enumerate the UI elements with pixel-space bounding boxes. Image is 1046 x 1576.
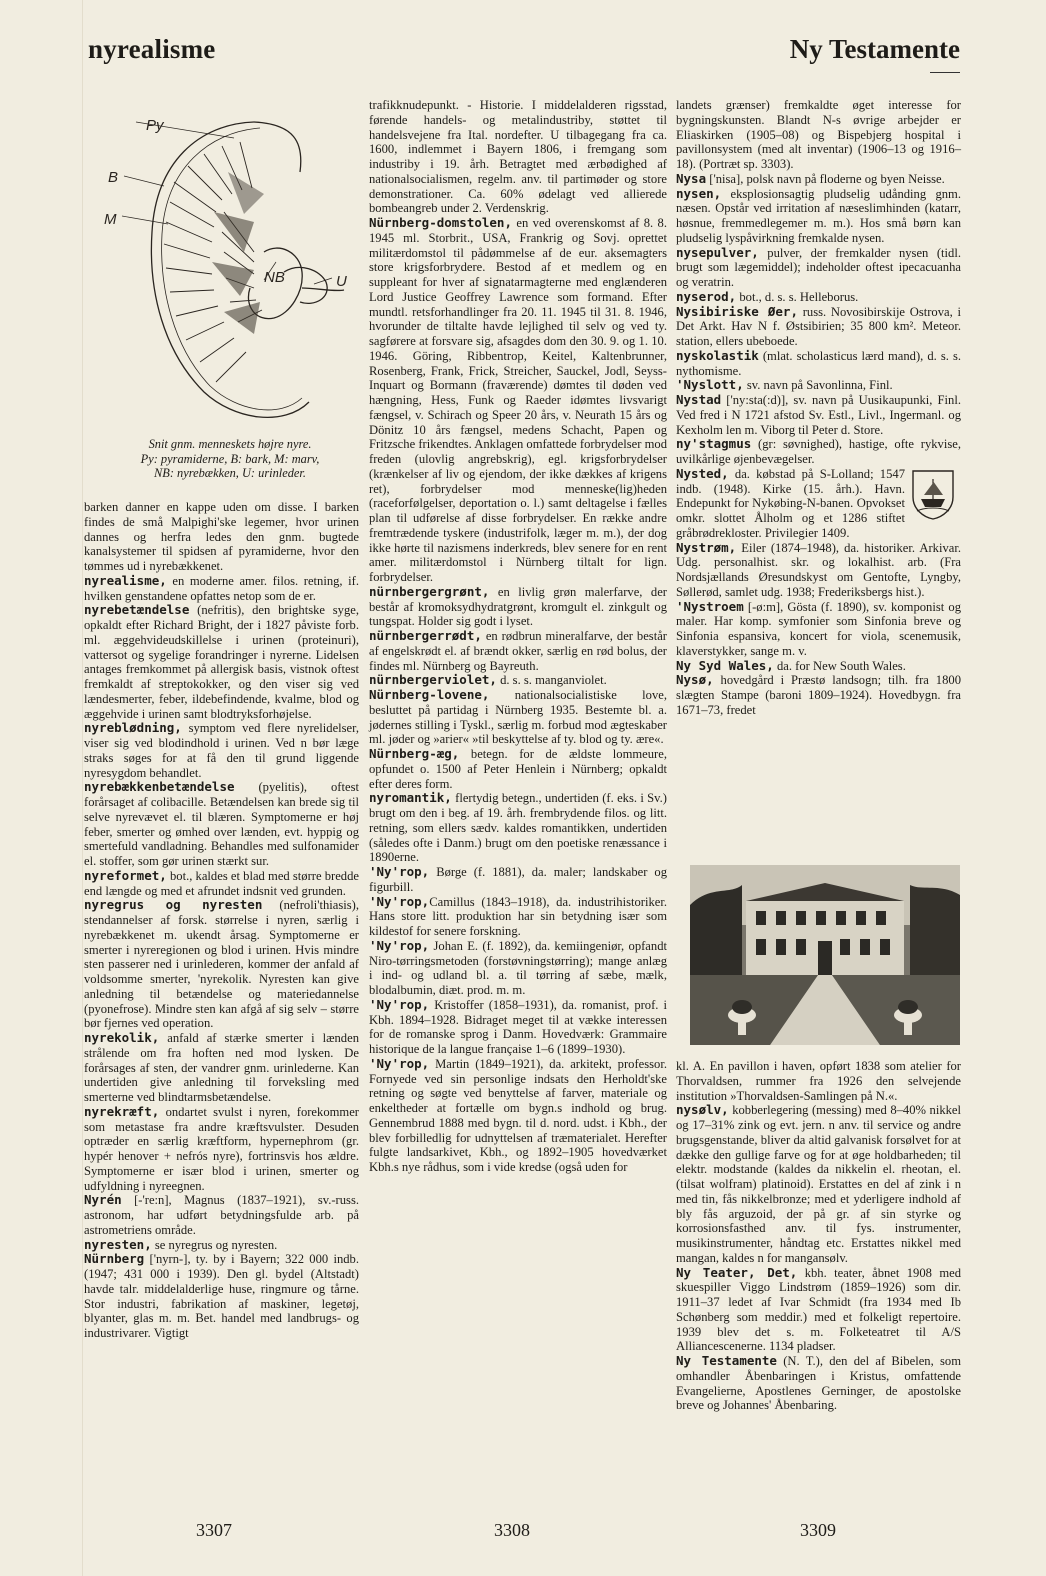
entry-body: (gr: søvnighed), hastige, ofte rykvise, uvilkårlige øjenbevægelser.	[676, 437, 961, 466]
dictionary-entry	[369, 688, 667, 747]
entry-body: russ. Novosibirskije Ostrova, i Det Arkt. Hav N f. Østsibirien; 35 800 km². Meteor. station, ellers ubeboede.	[676, 304, 961, 348]
entry-term: nyrekræft,	[84, 1103, 160, 1119]
entry-body: eksplosionsagtig pludselig udånding gnm. næsen. Opstår ved irritation af næseslimhinden (katarr, høsnue, fremmedlegemer m. m.). Hos små børn kan pludselig lyspåvirkning fremkalde nysen.	[676, 186, 961, 245]
entry-body: en rødbrun mineralfarve, der består af engelskrødt el. af brændt okker, særlig en rød bolus, der findes ml. Nürnberg og Bayreuth.	[369, 629, 667, 673]
entry-term: Ny Syd Wales,	[676, 657, 774, 673]
dictionary-entry	[84, 603, 359, 721]
entry-term: nysølv,	[676, 1102, 729, 1118]
dictionary-entry	[84, 500, 359, 574]
entry-term: nürnbergerrødt,	[369, 628, 482, 643]
entry-body: en moderne amer. filos. retning, if. hvilken genstandene opfattes netop som de er.	[84, 573, 359, 603]
caption-line: Py: pyramiderne, B: bark, M: marv,	[140, 451, 320, 466]
entry-body: da. for New South Wales.	[773, 658, 906, 673]
header-left-word: nyrealisme	[88, 34, 216, 64]
dictionary-entry	[369, 791, 667, 865]
entry-body: da. købstad på S-Lolland; 1547 indb. (1948). Kirke (15. årh.). Havn. Endepunkt for Nykøbing-N-banen. Opvokset omkr. slottet Ålholm og et 1286 stiftet gråbrødrekloster. Privilegier 1409.	[676, 466, 905, 540]
entry-term: Ny Testamente	[676, 1353, 777, 1368]
entry-term: nürnbergergrønt,	[369, 583, 490, 599]
entry-term: nyresten,	[84, 1236, 152, 1252]
entry-term: 'Ny'rop,	[369, 1055, 430, 1071]
dictionary-entry	[369, 747, 667, 791]
entry-term: nysen,	[676, 185, 722, 201]
entry-term: 'Ny'rop,	[369, 937, 430, 953]
dictionary-entry	[676, 349, 961, 379]
dictionary-entry	[84, 780, 359, 869]
figure-caption	[88, 437, 372, 481]
dictionary-entry	[84, 1193, 359, 1237]
entry-body: kl. A. En pavillon i haven, opført 1838 som atelier for Thorvaldsen, rummer fra 1926 den selvejende institution »Thorvaldsen-Samlingen på N.«.	[676, 1059, 961, 1103]
entry-term: nysepulver,	[676, 244, 759, 260]
entry-body: Børge (f. 1881), da. maler; landskaber og figurbill.	[369, 865, 667, 894]
dictionary-entry	[84, 869, 359, 899]
dictionary-entry	[369, 585, 667, 629]
caption-line: NB: nyrebækken, U: urinleder.	[154, 466, 306, 480]
entry-term: Nysa	[676, 170, 707, 186]
dictionary-entry	[369, 98, 667, 216]
entry-body: flertydig betegn., undertiden (f. eks. i Sv.) brugt om den i beg. af 19. årh. frembrydende filos. og litt. retning, som ellers sædv. kaldes romantikken, undertiden (således ofte i Danm.) brugt om den poetiske renæssance i 1890erne.	[369, 791, 667, 865]
label-u: U	[336, 273, 347, 290]
dictionary-entry	[84, 1252, 359, 1341]
entry-term: nyrealisme,	[84, 572, 167, 588]
entry-body: nationalsocialistiske love, besluttet på partidag i Nürnberg 1935. Bestemte bl. a. jødernes stilling i Tyskl., særlig m. forbud mod ægteskaber ml. jøder og »arier« »til beskyttelse af ty. blod og ty. ære«.	[369, 688, 667, 747]
dictionary-entry	[84, 1238, 359, 1253]
entry-term: 'Ny'rop,	[369, 864, 430, 879]
dictionary-entry	[369, 1057, 667, 1175]
entry-term: Nyrén	[84, 1192, 122, 1208]
entry-body: kobberlegering (messing) med 8–40% nikkel og 17–31% zink og evt. jern. n anv. til service og andre brugsgenstande, bliver da altid galvanisk forsølvet for at dække den gullige farve og for at øge holdbarheden; til elektr. modstande (kaldes da nikkelin el. rheotan, el. (tilsat wolfram) platinoid). Erstattes en del af zink i n med tin, fås nikkelbronze; med et yderligere indhold af bly fås arguzoid, der på gr. af sin styrke og korrosionsfasthed anv. til fys. instrumenter, musikinstrumenter, håndtag etc. Erstattes nikkel med mangan, kaldes n for mangansølv.	[676, 1103, 961, 1265]
entry-term: Nystad	[676, 392, 722, 407]
entry-body: bot., kaldes et blad med større bredde end længde og med et afrundet indsnit ved grunden.	[84, 868, 359, 898]
column-3-upper	[676, 98, 961, 718]
dictionary-entry	[676, 246, 961, 290]
dictionary-entry	[676, 393, 961, 437]
entry-body: symptom ved flere nyrelidelser, viser sig ved blodindhold i urinen. Ved n bør læge straks søges for at få den til grund liggende nyresygdom behandlet.	[84, 721, 359, 780]
entry-body: ['nyrn-], ty. by i Bayern; 322 000 indb. (1947; 431 000 i 1939). Den gl. bydel (Altstadt) havde talr. middelalderlige huse, ringmure og tårne. Stor industri, fabrikation af maskiner, legetøj, blyanter, glas m. m. Bet. handel med landbrugs- og industrivarer. Vigtigt	[84, 1252, 359, 1340]
dictionary-entry	[369, 216, 667, 585]
entry-body: (N. T.), den del af Bibelen, som omhandler Åbenbaringen i Kristus, omfattende Evangelierne, Apostlenes Gerninger, de apostolske breve og Johannes' Åbenbaring.	[676, 1354, 961, 1413]
dictionary-entry	[676, 600, 961, 659]
column-1	[84, 500, 359, 1341]
entry-body: (mlat. scholasticus lærd mand), d. s. s. nythomisme.	[676, 348, 961, 378]
entry-term: Nürnberg-lovene,	[369, 687, 490, 702]
entry-body: sv. navn på Savonlinna, Finl.	[743, 378, 893, 393]
dictionary-entry	[676, 467, 961, 541]
entry-term: 'Nystroem	[676, 598, 744, 614]
dictionary-entry	[676, 1103, 961, 1265]
page-number: 3309	[800, 1520, 836, 1540]
header-right-word: Ny Testamente	[789, 34, 960, 64]
dictionary-entry	[676, 98, 961, 172]
dictionary-entry	[369, 673, 667, 688]
dictionary-entry	[84, 1105, 359, 1194]
dictionary-entry	[676, 1266, 961, 1355]
entry-term: Nysø,	[676, 672, 714, 688]
entry-body: betegn. for de ældste lommeure, opfundet o. 1500 af Peter Henlein i Nürnberg; opkaldt efter deres form.	[369, 747, 667, 791]
column-3-lower	[676, 1059, 961, 1413]
dictionary-entry	[369, 895, 667, 939]
page-number: 3307	[196, 1520, 232, 1540]
dictionary-entry	[676, 172, 961, 187]
entry-body: Johan E. (f. 1892), da. kemiingeniør, opfandt Niro-tørringsmetoden (forstøvningstørring); mange anlæg i ind- og udland bl. a. til tørring af sæbe, mælk, blodalbumin, diæt. prod. m. m.	[369, 938, 667, 997]
dictionary-entry	[369, 998, 667, 1057]
entry-term: 'Ny'rop,	[369, 893, 430, 909]
dictionary-entry	[676, 187, 961, 246]
kidney-illustration	[104, 102, 352, 432]
dictionary-entry	[676, 541, 961, 600]
entry-term: nyreblødning,	[84, 720, 182, 736]
entry-term: Nystrøm,	[676, 539, 737, 555]
page-guide-line	[82, 0, 83, 1576]
entry-body: [-ø:m], Gösta (f. 1890), sv. komponist og maler. Har komp. symfonier som Sinfonia breve og Sinfonia espansiva, koncert for viola, scenemusik, klaverstykker, sange m. v.	[676, 599, 961, 658]
entry-term: nyskolastik	[676, 347, 759, 363]
entry-term: Ny Teater, Det,	[676, 1264, 798, 1280]
coat-of-arms-icon	[909, 467, 957, 521]
entry-body: Kristoffer (1858–1931), da. romanist, prof. i Kbh. 1894–1928. Bidraget meget til at vække interessen for de romanske sprog i Danm. Hovedværk: Grammaire historique de la langue française 1–6 (1899–1930).	[369, 997, 667, 1056]
entry-term: nyserod,	[676, 288, 737, 304]
dictionary-entry	[84, 1031, 359, 1105]
entry-term: 'Nyslott,	[676, 377, 744, 393]
dictionary-entry	[676, 659, 961, 674]
label-b: B	[108, 169, 119, 186]
entry-term: ny'stagmus	[676, 436, 752, 452]
dictionary-entry	[369, 939, 667, 998]
dictionary-entry	[84, 898, 359, 1031]
entry-body: Camillus (1843–1918), da. industrihistoriker. Hans store litt. produktion har sin betydning især som kildestof for senere forskning.	[369, 894, 667, 938]
entry-term: Nysted,	[676, 465, 729, 481]
dictionary-entry	[369, 629, 667, 673]
entry-body: ['ny:sta(:d)], sv. navn på Uusikaupunki, Finl. Ved fred i N 1721 afstod Sv. Estl., Livl., Ingermanl. og Kexholm len m. Viborg til Peter d. Store.	[676, 393, 961, 437]
entry-body: pulver, der fremkalder nysen (tidl. brugt som lægemiddel); indeholder oftest ipecacuanha og veratrin.	[676, 245, 961, 289]
entry-body: barken danner en kappe uden om disse. I barken findes de små Malpighi'ske legemer, hvor urinen dannes og herfra ledes den gnm. bugtede kanalsystemer til spidsen af pyramiderne, hvor den tømmes ud i nyrebækkenet.	[84, 500, 359, 573]
header-rule	[930, 72, 960, 73]
entry-term: Nürnberg	[84, 1251, 145, 1267]
entry-term: nyromantik,	[369, 790, 452, 806]
dictionary-entry	[676, 290, 961, 305]
entry-body: bot., d. s. s. Helleborus.	[736, 289, 859, 304]
entry-body: d. s. s. manganviolet.	[496, 673, 607, 688]
entry-body: en livlig grøn malerfarve, der består af kromoksydhydratgrønt, kromgult el. zinkgult og tungspat. Holder sig godt i lyset.	[369, 584, 667, 629]
entry-body: Eiler (1874–1948), da. historiker. Arkivar. Udg. personalhist. skr. og lokalhist. arb. (Fra Nordsjællands Øresundskyst om Gentofte, Lyngby, Søllerød, samlet udg. 1938; Frederiksbergs hist.).	[676, 540, 961, 599]
entry-body: (nefritis), den brightske syge, opkaldt efter Richard Bright, der i 1827 påviste forb. ml. æggehvideudskillelse i urinen (proteinuri), vattersot og sygelige forandringer i nyrerne. Lidelsen antages fremkommet på allergisk basis, vistnok oftest fremkaldt af streptokokker, og den viser sig ved lændesmerter, feber, ildebefindende, kvalme, blod og æggehvide i urinen samt blodtryksforhøjelse.	[84, 603, 359, 721]
entry-body: anfald af stærke smerter i lænden strålende om fra hoften ned mod lysken. De forårsages af sten, der vandrer gnm. urinlederne. Kan undertiden give anledning til forveksling med smerterne ved blindtarmsbetændelse.	[84, 1031, 359, 1104]
entry-term: 'Ny'rop,	[369, 996, 430, 1012]
dictionary-entry	[676, 437, 961, 467]
entry-term: Nürnberg-domstolen,	[369, 215, 512, 230]
dictionary-entry	[84, 721, 359, 780]
entry-body: hovedgård i Præstø landsogn; tilh. fra 1800 slægten Stampe (baroni 1809–1924). Hovedbygn. fra 1671–73, fredet	[676, 673, 961, 717]
caption-line: Snit gnm. menneskets højre nyre.	[148, 437, 312, 451]
entry-term: nyrebetændelse	[84, 602, 190, 618]
label-nb: NB	[264, 269, 285, 286]
entry-term: nyrekolik,	[84, 1030, 160, 1045]
dictionary-entry	[676, 305, 961, 349]
entry-body: (pyelitis), oftest forårsaget af colibacille. Betændelsen kan brede sig til selve nyrevævet el. til blæren. Symptomerne er høj feber, smerter og ømhed over lænden, evt. hyppig og smertefuld vandladning. Behandles med sulfonamider el. stoffer, som gør urinen stærkt sur.	[84, 780, 359, 868]
entry-term: nyrebækkenbetændelse	[84, 779, 235, 795]
dictionary-entry	[676, 1059, 961, 1103]
nyso-manor-photo	[690, 865, 960, 1045]
entry-term: nyreformet,	[84, 867, 167, 883]
entry-term: Nysibiriske Øer,	[676, 303, 798, 319]
entry-body: (nefroli'thiasis), stendannelser af forsk. størrelse i nyren, særlig i nyrebækkenet m. ukendt årsag. Symptomerne er smerter i nyreregionen og blod i urinen. Hvis mindre sten passerer ned i urinlederen, kommer der anfald af voldsomme smerter, 'nyrekolik. Nyresten kan give anledning til betændelse og materiedannelse (pyonefrose). Mindre sten kan afgå af sig selv – større bør fjernes ved operation.	[84, 898, 359, 1031]
entry-term: nyregrus og nyresten	[84, 897, 263, 913]
label-py: Py	[146, 117, 164, 134]
entry-body: kbh. teater, åbnet 1908 med skuespiller Viggo Lindstrøm (1859–1926) som dir. 1911–37 ledet af Ivar Schmidt (fra 1934 med Ib Schønberg som meddir.) med et folkeligt repertoire. 1939 blev det s. m. Folketeatret til A/S Alliancescenerne. 1134 pladser.	[676, 1265, 961, 1354]
entry-body: se nyregrus og nyresten.	[151, 1237, 278, 1252]
page-number: 3308	[494, 1520, 530, 1540]
column-2	[369, 98, 667, 1175]
entry-body: landets grænser) fremkaldte øget interesse for bygningskunsten. Blandt N-s øvrige arbejder er Eliaskirken (1905–08) og Bispebjerg hospital i pavillonsystem (med alt inventar) (1906–13 og 1916–18). (Portræt sp. 3303).	[676, 98, 961, 171]
entry-term: nürnbergerviolet,	[369, 672, 497, 688]
dictionary-entry	[676, 1354, 961, 1413]
entry-body: ['nisa], polsk navn på floderne og byen Neisse.	[706, 171, 945, 186]
entry-body: Martin (1849–1921), da. arkitekt, professor. Fornyede ved sin personlige indsats den Herholdt'ske retning og søgte ved benyttelse af farver, materiale og enkeltheder at fortælle om bygn.s indhold og brug. Gennembrud 1888 med bygn. til d. nord. udst. i Kbh., der blev forbilledlig for udnyttelsen af træmaterialet. Herefter fulgte landsarkivet, Kbh., og 1892–1905 hovedværket Kbh.s nye rådhus, som i vide kredse (også uden for	[369, 1056, 667, 1174]
entry-term: Nürnberg-æg,	[369, 746, 460, 761]
dictionary-entry	[676, 673, 961, 717]
entry-body: ondartet svulst i nyren, forekommer som metastase fra andre kræftsvulster. Desuden optræder en særlig kræftform, hypernephrom (gr. hypér henover + nefrós nyre), fortrinsvis hos ældre. Symptomerne er især blod i urinen, smerter og udfyldning i nyreegnen.	[84, 1104, 359, 1193]
dictionary-entry	[84, 574, 359, 604]
dictionary-entry	[369, 865, 667, 895]
dictionary-entry	[676, 378, 961, 393]
label-m: M	[104, 211, 117, 228]
entry-body: [-'re:n], Magnus (1837–1921), sv.-russ. astronom, har udført betydningsfulde arb. på astrometriens område.	[84, 1193, 359, 1237]
entry-body: en ved overenskomst af 8. 8. 1945 ml. Storbrit., USA, Frankrig og Sovj. oprettet militærdomstol til pådømmelse af de eur. aksemagters store krigsforbrydere. Bestod af et medlem og en suppleant for hver af signatarmagterne med englænderen Lord Justice Geoffrey Lawrence som formand. Efter mundtl. retsforhandlinger fra 20. 11. 1945 til 31. 8. 1946, hvorunder de tiltalte havde lejlighed til selv og ved ty. sagførere at forsvare sig, afsagdes dom den 30. 9. og 1. 10. 1946. Göring, Ribbentrop, Keitel, Kaltenbrunner, Rosenberg, Frank, Frick, Streicher, Sauckel, Jodl, Seyss-Inquart og Bormann (fraværende) dømtes til døden ved hængning, Hess, Funk og Raeder idømtes livsvarigt fængsel, v. Schirach og Speer 20 års, v. Neurath 15 års og Dönitz 10 års fængsel, medens Schacht, Papen og Fritzsche frikendtes. Anklagen omfattede forbrydelser mod freden (ulovlig angrebskrig), egl. krigsforbrydelser (krænkelser af liv og ejendom, der ikke dækkes af krigens ret), forbrydelser mod menneske(lig)heden (raceforfølgelser, deportation o. l.) samt deltagelse i fælles plan til udførelse af disse forbrydelser. En række andre fremtrædende tyskere (industrifolk, læger m. m.), der dog ikke hørte til nazismens inderkreds, blev senere for en rent amer. militærdomstol i Nürnberg tiltalt for lign. forbrydelser.	[369, 216, 667, 584]
entry-body: trafikknudepunkt. - Historie. I middelalderen rigsstad, førende handels- og metalindustriby, støttet til handelsvejene fra Ital. nordefter. U tilbagegang fra ca. 1600, indlemmet i Bayern 1806, i fremgang som industriby i 19. årh. Betragtet med ærbødighed af nationalsocialismen, regelm. anv. til partimøder og store demonstrationer. Ca. 60% ødelagt ved allierede bombeangreb under 2. Verdenskrig.	[369, 98, 667, 216]
